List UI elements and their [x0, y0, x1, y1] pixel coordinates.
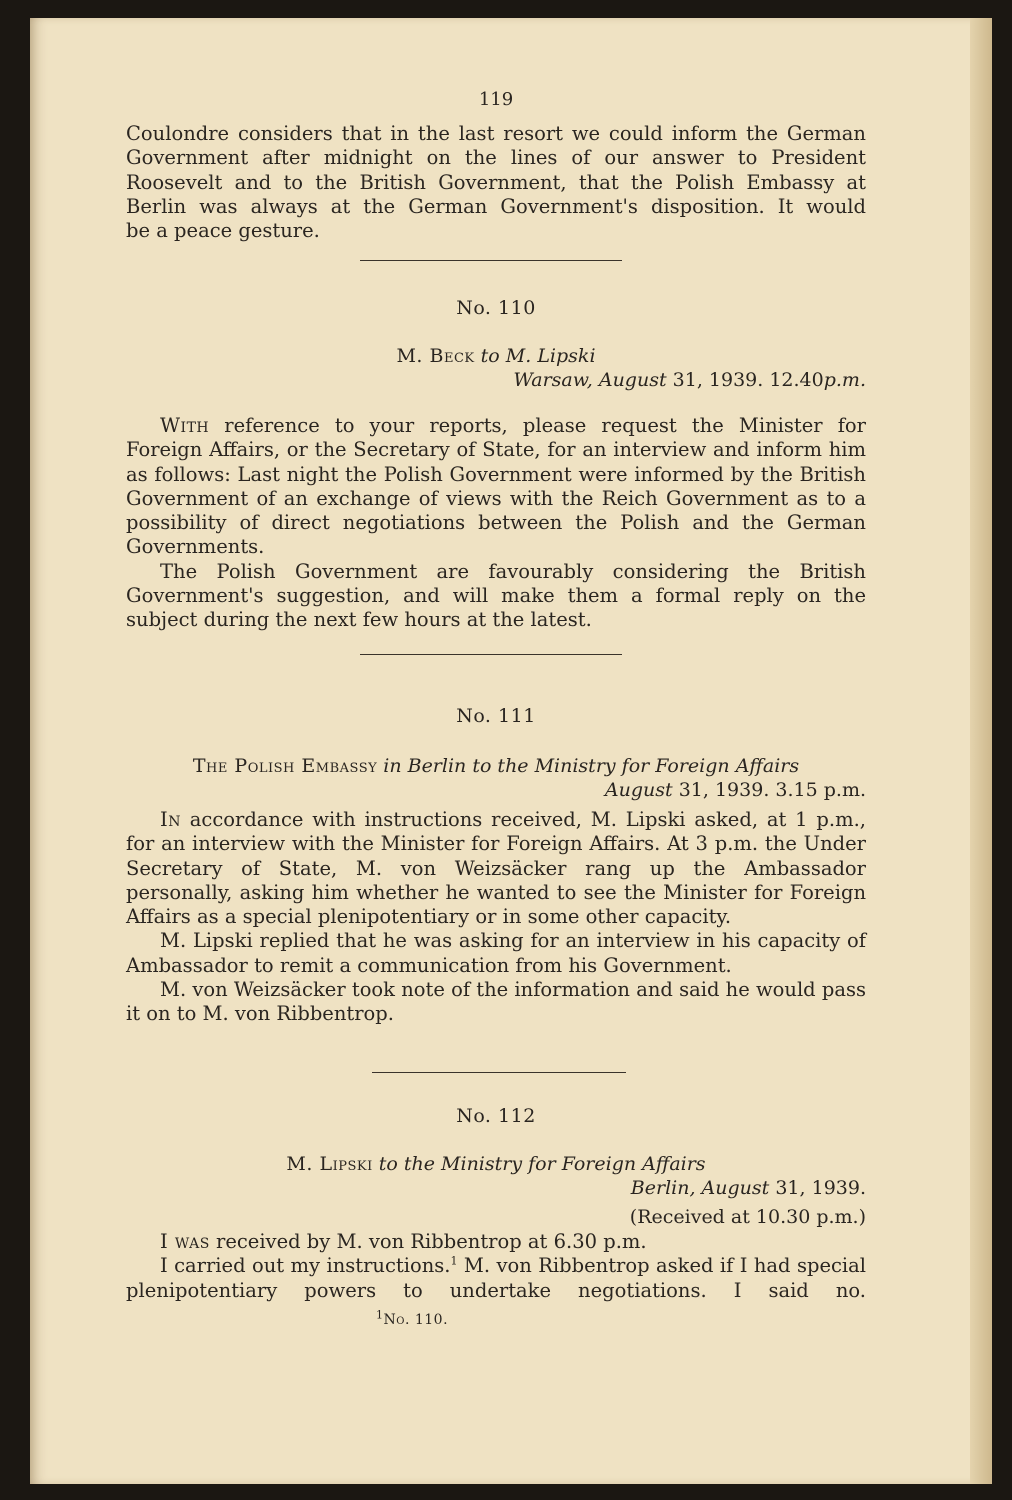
- doc-110-lead: With: [160, 414, 210, 437]
- doc-110-p1-text: reference to your reports, please request the Minister for Foreign Affairs, or the Secretary of State, for an interview and inform him as follows: Last night the Polish Government were informed by the British Government of an exchange of views with the Reich Government as to a possibility of direct negotiations between the Polish and the German Governments.: [126, 414, 866, 559]
- intro-paragraph: [126, 122, 866, 243]
- doc-112-number: No. 112: [456, 1105, 536, 1127]
- doc-111-p1-text: accordance with instructions received, M. Lipski asked, at 1 p.m., for an interview with the Minister for Foreign Affairs. At 3 p.m. the Under Secretary of State, M. von Weizsäcker rang up the Ambassador personally, asking him whether he wanted to see the Minister for Foreign Affairs as a special plenipotentiary or in some other capacity.: [126, 808, 866, 929]
- doc-112-lead: I was: [160, 1230, 210, 1253]
- doc-112-recipient: to the Ministry for Foreign Affairs: [378, 1153, 706, 1175]
- doc-112-paragraph-2: [126, 1254, 866, 1303]
- page-number: 119: [478, 89, 514, 110]
- footnote: [376, 1308, 448, 1332]
- doc-110-sender: M. Beck: [396, 345, 475, 367]
- doc-110-dateline: [126, 368, 866, 392]
- doc-110-heading: [126, 344, 866, 393]
- doc-110-date: 31, 1939. 12.40: [672, 369, 824, 392]
- intro-line: be a peace gesture.: [126, 219, 320, 243]
- doc-111-sender-line: [126, 754, 866, 778]
- footnote-reference: 1: [450, 1254, 458, 1268]
- doc-110-recipient: to M. Lipski: [480, 345, 596, 367]
- intro-line: Berlin was always at the German Government's disposition. It would: [126, 194, 866, 218]
- doc-112-received: (Received at 10.30 p.m.): [629, 1205, 866, 1228]
- page-edge: [970, 18, 992, 1484]
- doc-111-sender: The Polish Embassy: [192, 755, 378, 777]
- intro-line: Government after midnight on the lines of our answer to President: [126, 146, 866, 170]
- doc-110-sender-line: [126, 344, 866, 368]
- doc-112-p2-text-a: I carried out my instructions.: [160, 1254, 451, 1278]
- doc-112-p1-text: received by M. von Ribbentrop at 6.30 p.m.: [209, 1230, 647, 1253]
- doc-111-paragraph-3: M. von Weizsäcker took note of the information and said he would pass it on to M. von Ribbentrop.: [126, 978, 866, 1026]
- doc-110-pm: p.m.: [823, 369, 866, 392]
- section-divider: [360, 654, 622, 655]
- doc-112-sender: M. Lipski: [286, 1153, 373, 1175]
- doc-112-dateline: [126, 1176, 866, 1200]
- doc-111-lead: In: [160, 808, 181, 831]
- doc-112-place: Berlin, August: [630, 1177, 770, 1200]
- doc-111-number: No. 111: [456, 705, 536, 727]
- document-page: [30, 18, 992, 1484]
- doc-110-number: No. 110: [456, 297, 536, 319]
- doc-110-paragraph-2: The Polish Government are favourably considering the British Government's suggestion, and will make them a formal reply on the subject during the next few hours at the latest.: [126, 559, 866, 632]
- footnote-mark: 1: [376, 1308, 384, 1322]
- doc-112-p2-text-b: M. von Ribbentrop asked if I had special plenipotentiary powers to undertake negotiations. I said no.: [126, 1254, 867, 1302]
- doc-112-date: 31, 1939.: [775, 1177, 866, 1200]
- doc-111-paragraph-1: [126, 808, 866, 929]
- doc-111-dateline: [126, 778, 866, 802]
- doc-111-paragraph-2: M. Lipski replied that he was asking for an interview in his capacity of Ambassador to remit a communication from his Government.: [126, 929, 866, 977]
- intro-line: Roosevelt and to the British Government, that the Polish Embassy at: [126, 170, 866, 194]
- doc-110-paragraph-1: [126, 414, 866, 560]
- section-divider: [372, 1072, 626, 1073]
- doc-111-month: August: [604, 779, 673, 802]
- doc-111-recipient: in Berlin to the Ministry for Foreign Affairs: [383, 755, 800, 777]
- doc-111-body: [126, 808, 866, 1027]
- doc-112-paragraph-1: [126, 1230, 866, 1254]
- section-divider: [360, 260, 622, 261]
- doc-112-sender-line: [126, 1152, 866, 1176]
- doc-111-heading: [126, 754, 866, 803]
- intro-line: Coulondre considers that in the last resort we could inform the German: [126, 122, 866, 145]
- footnote-text: No. 110.: [383, 1312, 449, 1328]
- doc-112-body: [126, 1230, 866, 1303]
- doc-111-date: 31, 1939. 3.15 p.m.: [678, 779, 866, 802]
- doc-110-place: Warsaw, August: [513, 369, 667, 392]
- doc-110-body: [126, 414, 866, 633]
- doc-112-heading: [126, 1152, 866, 1229]
